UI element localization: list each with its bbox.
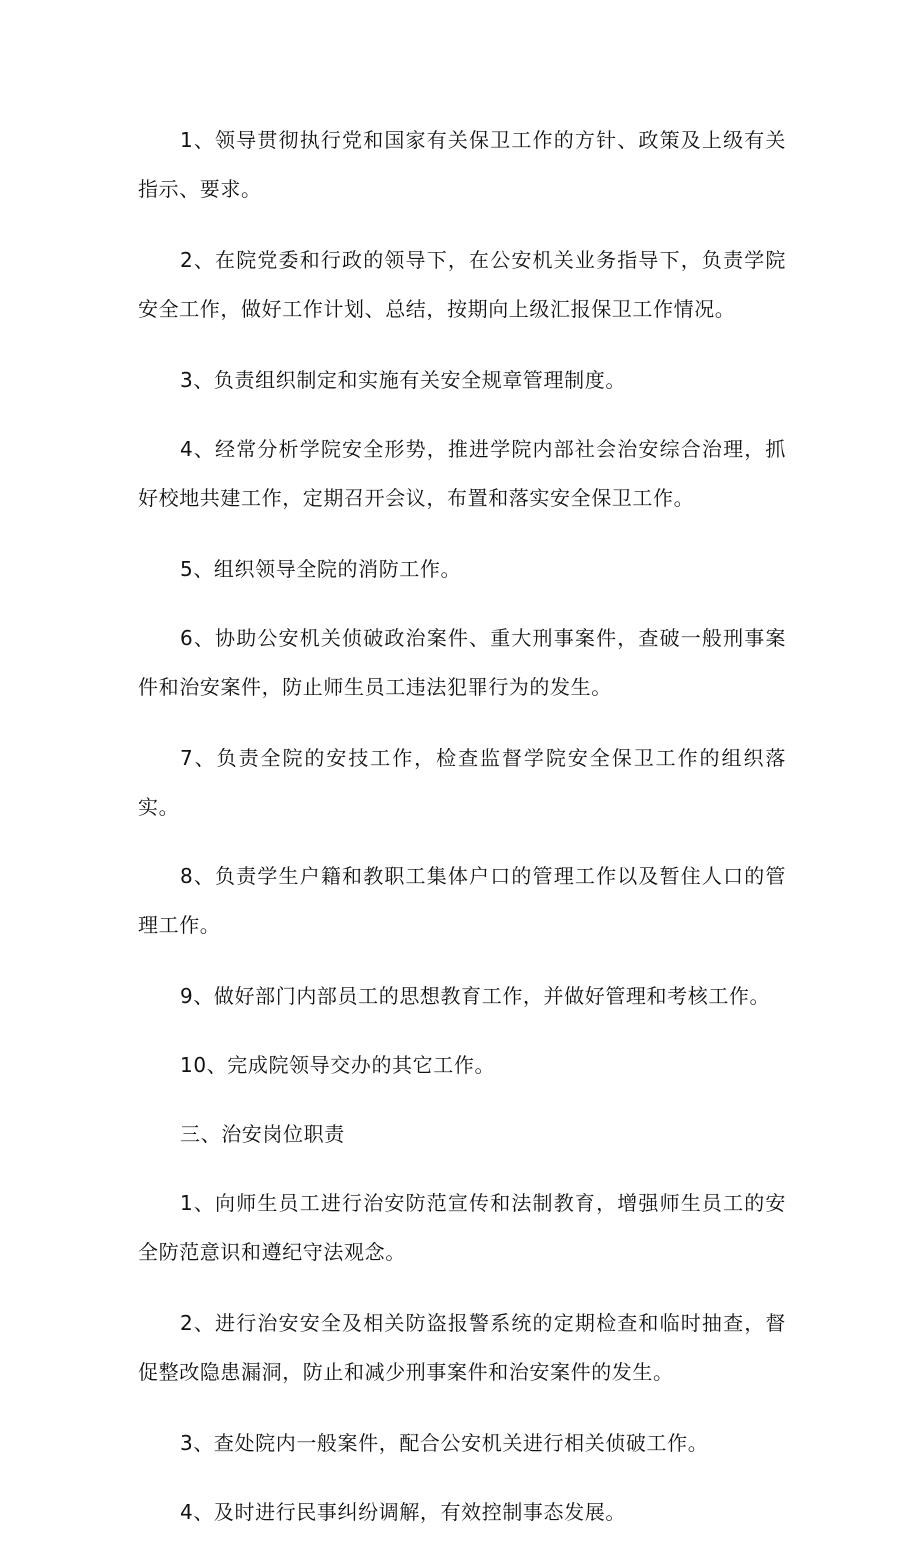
security-duty-item-4: 4、及时进行民事纠纷调解，有效控制事态发展。	[180, 1500, 626, 1524]
duty-item-2: 2、在院党委和行政的领导下，在公安机关业务指导下，负责学院安全工作，做好工作计划、总结，按期向上级汇报保卫工作情况。	[138, 248, 786, 321]
duty-item-1: 1、领导贯彻执行党和国家有关保卫工作的方针、政策及上级有关指示、要求。	[138, 128, 786, 201]
duty-item-10: 10、完成院领导交办的其它工作。	[180, 1053, 496, 1077]
duty-item-5: 5、组织领导全院的消防工作。	[180, 557, 462, 581]
document-body	[138, 116, 786, 1557]
security-duty-item-2: 2、进行治安安全及相关防盗报警系统的定期检查和临时抽查，督促整改隐患漏洞，防止和减少刑事案件和治安案件的发生。	[138, 1311, 786, 1384]
section-heading: 三、治安岗位职责	[180, 1122, 345, 1146]
duty-item-7: 7、负责全院的安技工作，检查监督学院安全保卫工作的组织落实。	[138, 746, 786, 819]
duty-item-4: 4、经常分析学院安全形势，推进学院内部社会治安综合治理，抓好校地共建工作，定期召开会议，布置和落实安全保卫工作。	[138, 437, 786, 510]
security-duty-item-1: 1、向师生员工进行治安防范宣传和法制教育，增强师生员工的安全防范意识和遵纪守法观念。	[138, 1191, 786, 1264]
duty-item-3: 3、负责组织制定和实施有关安全规章管理制度。	[180, 368, 626, 392]
duty-item-6: 6、协助公安机关侦破政治案件、重大刑事案件，查破一般刑事案件和治安案件，防止师生员工违法犯罪行为的发生。	[138, 626, 786, 699]
duty-item-9: 9、做好部门内部员工的思想教育工作，并做好管理和考核工作。	[180, 984, 771, 1008]
security-duty-item-3: 3、查处院内一般案件，配合公安机关进行相关侦破工作。	[180, 1431, 709, 1455]
duty-item-8: 8、负责学生户籍和教职工集体户口的管理工作以及暂住人口的管理工作。	[138, 864, 786, 937]
